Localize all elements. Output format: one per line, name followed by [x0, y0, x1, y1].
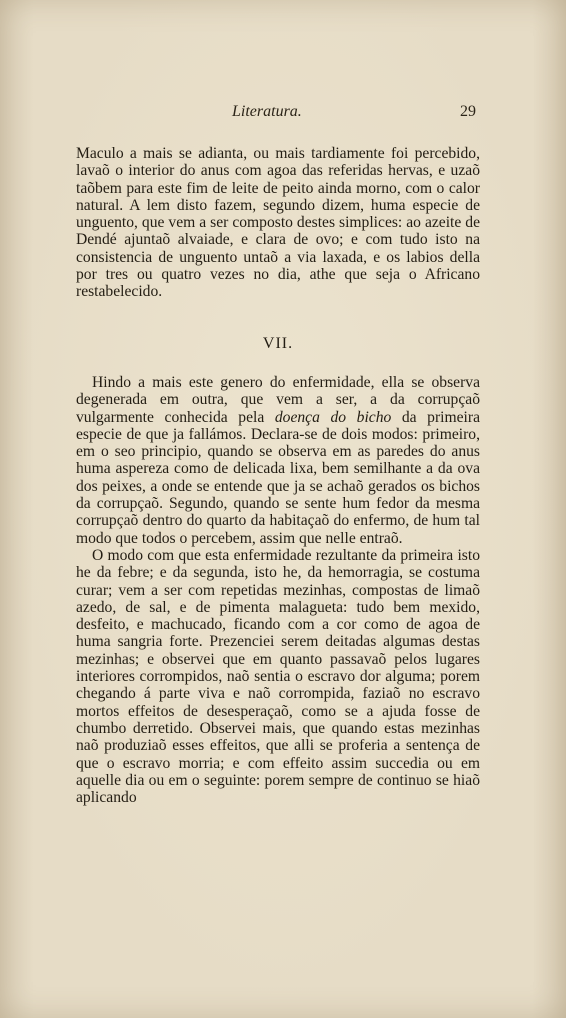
paragraph-2-italic-term: doença do bicho: [274, 408, 392, 426]
running-title: Literatura.: [232, 103, 302, 120]
paragraph-3: O modo com que esta enfermidade rezultante da primeira isto he da febre; e da segunda, isto he, da hemorragia, se costuma curar; vem a ser com repetidas mezinhas, compostas de limaõ azedo, de sal, e de pimenta malagueta: tudo bem mexido, desfeito, e machucado, ficando com a cor como de agoa de huma sangria forte. Prezenciei serem deitadas algumas destas mezinhas; e observei que em quanto passavaõ pelos lugares interiores corrompidos, naõ sentia o escravo dor alguma; porem chegando á parte viva e naõ corrompida, faziaõ no escravo mortos effeitos de desesperaçaõ, como se a ajuda fosse de chumbo derretido. Observei mais, que quando estas mezinhas naõ produziaõ esses effeitos, que alli se proferia a sentença de que o escravo morria; e com effeito assim succedia ou em aquelle dia ou em o seguinte: porem sempre de continuo se hiaõ aplicando: [76, 546, 480, 807]
paragraph-1: Maculo a mais se adianta, ou mais tardiamente foi percebido, lavaõ o interior do anus com agoa das referidas hervas, e uzaõ taõbem para este fim de leite de peito ainda morno, com o calor natural. A lem disto fazem, segundo dizem, huma especie de unguento, que vem a ser composto destes simplices: ao azeite de Dendé ajuntaõ alvaiade, e clara de ovo; e com tudo isto na consistencia de unguento untaõ a via laxada, e os labios della por tres ou quatro vezes no dia, athe que seja o Africano restabelecido.: [76, 145, 480, 301]
paragraph-2-text-a: Hindo a mais este genero do enfermidade, ella se observa degenerada em outra, que vem a ser, a da corrupçaõ vulgarmente conhecida pela: [76, 373, 480, 426]
paragraph-2-text-b: da primeira especie de que ja fallámos. Declara-se de dois modos: primeiro, em o seo principio, quando se observa em as paredes do anus huma aspereza como de delicada lixa, bem semilhante a da ova dos peixes, a onde se entende que ja se achaõ gerados os bichos da corrupçaõ. Segundo, quando se sente hum fedor da mesma corrupçaõ dentro do quarto da habitaçaõ do enfermo, de hum tal modo que todos o percebem, assim que nelle entraõ.: [76, 408, 480, 547]
page-body: [76, 145, 480, 806]
paragraph-2: [76, 374, 480, 547]
page-number: 29: [460, 103, 476, 120]
page-header: [0, 103, 566, 125]
section-heading: VII.: [262, 334, 294, 352]
